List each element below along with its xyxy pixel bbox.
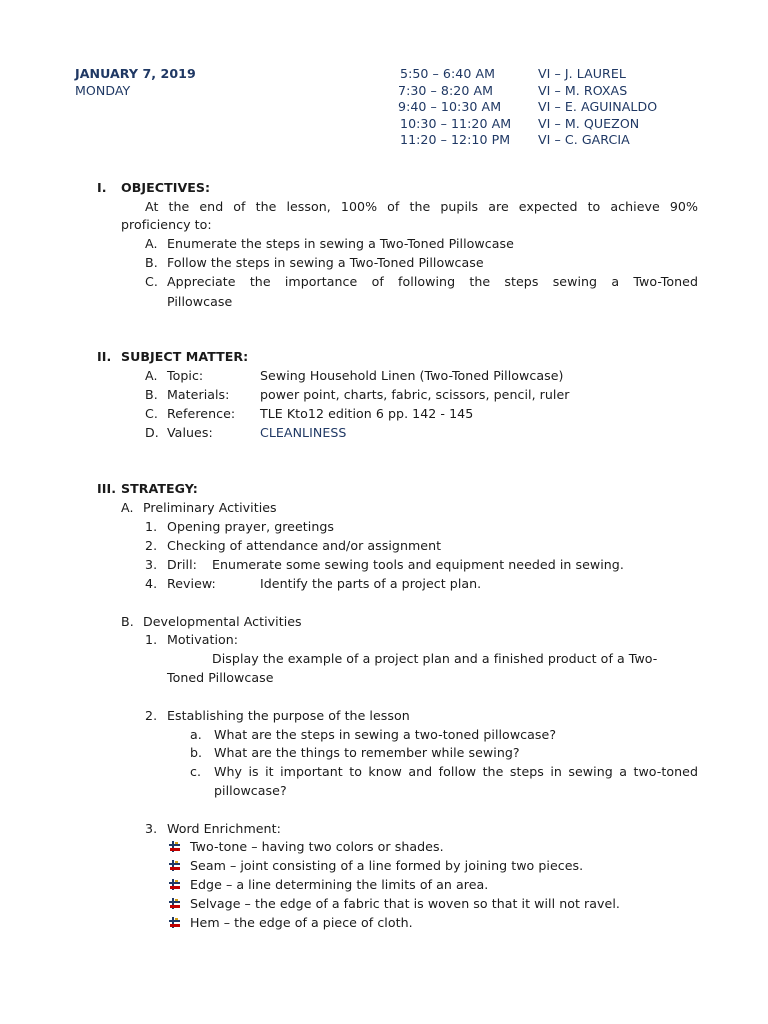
subject-label: Materials: [167, 387, 230, 402]
list-letter: B. [145, 387, 158, 402]
objective-item: Follow the steps in sewing a Two-Toned Pillowcase [167, 255, 484, 270]
list-letter: B. [121, 614, 134, 629]
purpose-question: Why is it important to know and follow the steps in sewing a two-toned [214, 764, 698, 779]
schedule-time: 9:40 – 10:30 AM [398, 99, 502, 114]
subject-label: Topic: [167, 368, 204, 383]
bullet-icon [168, 878, 181, 891]
schedule-section: VI – J. LAUREL [538, 66, 626, 81]
bullet-icon [168, 840, 181, 853]
bullet-icon [168, 859, 181, 872]
list-letter: A. [121, 500, 134, 515]
section-numeral: I. [97, 180, 107, 195]
objectives-intro-line1: At the end of the lesson, 100% of the pupils are expected to achieve 90% [145, 199, 698, 214]
subject-value: Sewing Household Linen (Two-Toned Pillowcase) [260, 368, 564, 383]
subject-label: Values: [167, 425, 213, 440]
subject-value: TLE Kto12 edition 6 pp. 142 - 145 [260, 406, 474, 421]
list-letter: c. [190, 764, 202, 779]
purpose-title: Establishing the purpose of the lesson [167, 708, 410, 723]
enrichment-term: Edge – a line determining the limits of an area. [190, 877, 489, 892]
purpose-question-continued: pillowcase? [214, 783, 287, 798]
subsection-title: Developmental Activities [143, 614, 302, 629]
list-number: 3. [145, 821, 158, 836]
bullet-icon [168, 916, 181, 929]
schedule-section: VI – C. GARCIA [538, 132, 630, 147]
list-letter: A. [145, 368, 158, 383]
list-number: 4. [145, 576, 158, 591]
subject-value: CLEANLINESS [260, 425, 347, 440]
motivation-text: Display the example of a project plan and a finished product of a Two- [212, 651, 658, 666]
objective-item: Enumerate the steps in sewing a Two-Toned Pillowcase [167, 236, 514, 251]
enrichment-term: Seam – joint consisting of a line formed by joining two pieces. [190, 858, 584, 873]
section-heading: OBJECTIVES: [121, 180, 211, 195]
schedule-section: VI – E. AGUINALDO [538, 99, 658, 114]
list-letter: D. [145, 425, 159, 440]
enrichment-term: Hem – the edge of a piece of cloth. [190, 915, 413, 930]
section-numeral: III. [97, 481, 117, 496]
section-heading: STRATEGY: [121, 481, 198, 496]
list-letter: C. [145, 274, 158, 289]
list-letter: C. [145, 406, 158, 421]
lesson-date: JANUARY 7, 2019 [75, 66, 196, 81]
subject-value: power point, charts, fabric, scissors, pencil, ruler [260, 387, 570, 402]
subsection-title: Preliminary Activities [143, 500, 277, 515]
enrichment-term: Two-tone – having two colors or shades. [190, 839, 444, 854]
motivation-text-continued: Toned Pillowcase [167, 670, 274, 685]
activity-item: Opening prayer, greetings [167, 519, 335, 534]
list-number: 2. [145, 538, 158, 553]
section-heading: SUBJECT MATTER: [121, 349, 249, 364]
objectives-intro-line2: proficiency to: [121, 217, 212, 232]
list-letter: B. [145, 255, 158, 270]
schedule-section: VI – M. ROXAS [538, 83, 628, 98]
purpose-question: What are the things to remember while sewing? [214, 745, 520, 760]
list-number: 2. [145, 708, 158, 723]
list-number: 3. [145, 557, 158, 572]
enrichment-title: Word Enrichment: [167, 821, 281, 836]
objective-item-continued: Pillowcase [167, 294, 233, 309]
bullet-icon [168, 897, 181, 910]
activity-item: Enumerate some sewing tools and equipment needed in sewing. [212, 557, 624, 572]
schedule-time: 10:30 – 11:20 AM [400, 116, 512, 131]
activity-item: Identify the parts of a project plan. [260, 576, 482, 591]
schedule-time: 7:30 – 8:20 AM [398, 83, 494, 98]
schedule-time: 5:50 – 6:40 AM [400, 66, 496, 81]
schedule-section: VI – M. QUEZON [538, 116, 640, 131]
activity-label: Drill: [167, 557, 197, 572]
schedule-time: 11:20 – 12:10 PM [400, 132, 511, 147]
list-letter: A. [145, 236, 158, 251]
motivation-title: Motivation: [167, 632, 239, 647]
list-number: 1. [145, 519, 158, 534]
lesson-day: MONDAY [75, 83, 131, 98]
enrichment-term: Selvage – the edge of a fabric that is woven so that it will not ravel. [190, 896, 620, 911]
objective-item: Appreciate the importance of following the steps sewing a Two-Toned [167, 274, 698, 289]
subject-label: Reference: [167, 406, 236, 421]
activity-item: Checking of attendance and/or assignment [167, 538, 442, 553]
list-letter: b. [190, 745, 203, 760]
section-numeral: II. [97, 349, 112, 364]
list-letter: a. [190, 727, 202, 742]
list-number: 1. [145, 632, 158, 647]
purpose-question: What are the steps in sewing a two-toned pillowcase? [214, 727, 557, 742]
activity-label: Review: [167, 576, 216, 591]
